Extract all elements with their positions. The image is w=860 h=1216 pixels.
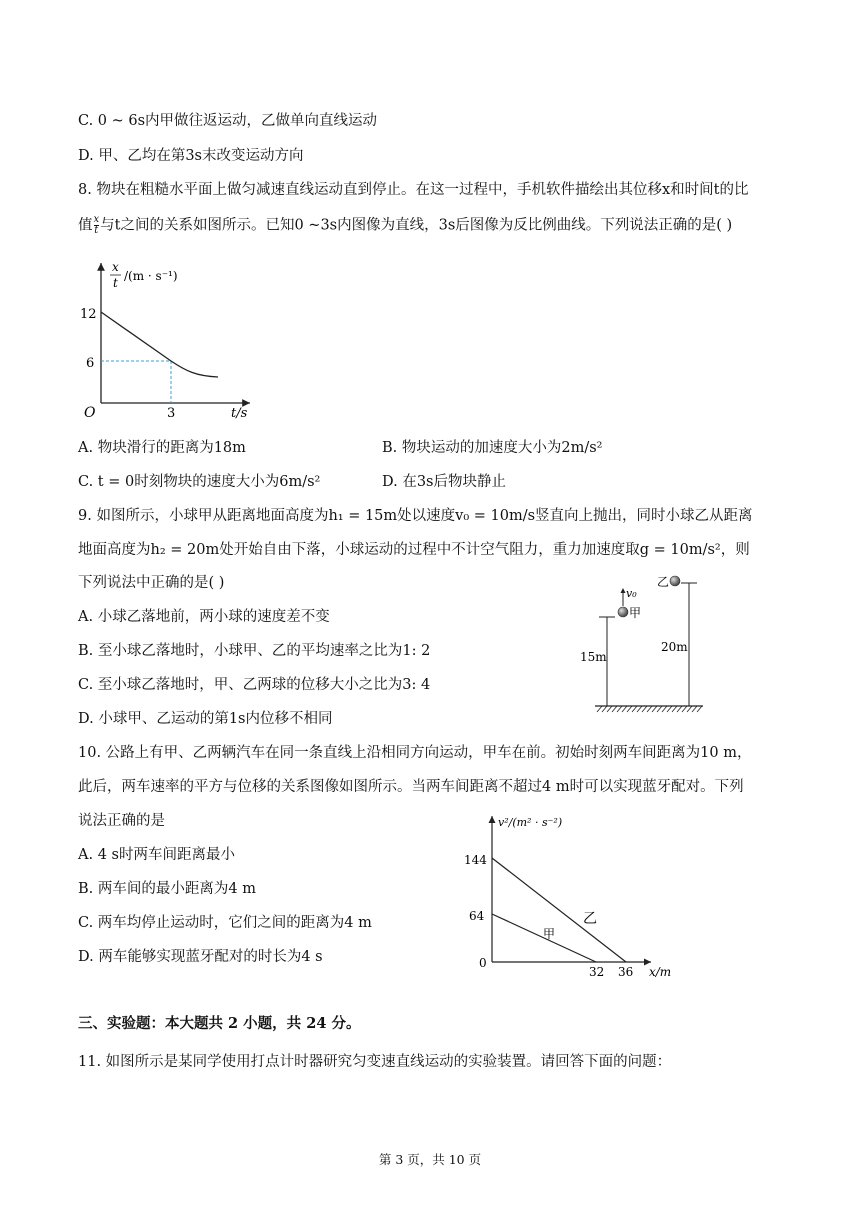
q8-option-c: C. t = 0时刻物块的速度大小为6m/s² <box>78 474 321 490</box>
q8-stem-fraction <box>94 215 100 236</box>
q10-stem-line3: 说法正确的是 <box>78 813 165 829</box>
q8-xtick-3: 3 <box>167 406 176 421</box>
q8-frac-den: t <box>94 225 99 236</box>
q8-option-b: B. 物块运动的加速度大小为2m/s² <box>382 440 603 456</box>
q9-option-d: D. 小球甲、乙运动的第1s内位移不相同 <box>78 711 333 727</box>
q8-ylabel-unit: /(m · s⁻¹) <box>124 269 178 283</box>
q10-xlabel: x/m <box>649 965 672 979</box>
q8-ytick-12: 12 <box>80 307 97 322</box>
q10-option-d: D. 两车能够实现蓝牙配对的时长为4 s <box>78 949 323 965</box>
q8-frac-num: x <box>93 214 100 225</box>
q9-ball-jia <box>618 607 628 617</box>
q9-figure <box>575 570 715 720</box>
q8-figure <box>78 255 278 425</box>
q9-h2-label: 20m <box>661 640 688 654</box>
q9-stem-line3: 下列说法中正确的是( ) <box>78 575 225 591</box>
q8-stem-line1: 8. 物块在粗糙水平面上做匀减速直线运动直到停止。在这一过程中，手机软件描绘出其位移x和时间t的比 <box>78 182 749 198</box>
q8-origin: O <box>84 405 96 421</box>
q7-option-c: C. 0 ~ 6s内甲做往返运动，乙做单向直线运动 <box>78 113 378 129</box>
q8-ylabel-den: t <box>113 276 118 290</box>
q9-option-b: B. 至小球乙落地时，小球甲、乙的平均速率之比为1: 2 <box>78 643 431 659</box>
q9-h1-label: 15m <box>580 650 607 664</box>
q10-ytick-64: 64 <box>469 909 485 923</box>
q7-option-d: D. 甲、乙均在第3s末改变运动方向 <box>78 148 304 164</box>
q9-v0-label: v₀ <box>626 587 637 600</box>
page-footer: 第 3 页，共 10 页 <box>378 1152 482 1167</box>
q8-stem-post: 与t之间的关系如图所示。已知0 ~3s内图像为直线，3s后图像为反比例曲线。下列说法正确的是( ) <box>100 217 733 234</box>
q9-ground-hatch <box>597 706 702 712</box>
q10-xtick-32: 32 <box>589 965 605 979</box>
q8-stem-line2 <box>78 215 732 236</box>
q10-label-jia: 甲 <box>543 927 556 941</box>
q9-option-c: C. 至小球乙落地时，甲、乙两球的位移大小之比为3: 4 <box>78 677 431 693</box>
q9-ball-jia-label: 甲 <box>629 606 642 620</box>
q8-xlabel: t/s <box>231 406 248 421</box>
q10-origin: 0 <box>479 956 487 970</box>
q10-option-c: C. 两车均停止运动时，它们之间的距离为4 m <box>78 915 372 931</box>
q9-option-a: A. 小球乙落地前，两小球的速度差不变 <box>78 609 330 625</box>
q8-ylabel-num: x <box>112 260 119 274</box>
q10-label-yi: 乙 <box>583 911 597 927</box>
q11-stem-line1: 11. 如图所示是某同学使用打点计时器研究匀变速直线运动的实验装置。请回答下面的问题： <box>78 1054 672 1070</box>
q10-line-yi <box>492 858 626 962</box>
q9-stem-line1: 9. 如图所示，小球甲从距离地面高度为h₁ = 15m处以速度v₀ = 10m/s竖直向上抛出，同时小球乙从距离 <box>78 508 753 524</box>
q8-option-d: D. 在3s后物块静止 <box>382 474 506 490</box>
q10-option-a: A. 4 s时两车间距离最小 <box>78 847 235 863</box>
q10-stem-line2: 此后，两车速率的平方与位移的关系图像如图所示。当两车间距离不超过4 m时可以实现蓝牙配对。下列 <box>78 779 744 795</box>
q8-option-a: A. 物块滑行的距离为18m <box>78 440 246 456</box>
q8-ytick-6: 6 <box>86 356 95 371</box>
q8-stem-pre: 值 <box>78 217 93 234</box>
q9-ball-yi <box>670 576 680 586</box>
q9-ball-yi-label: 乙 <box>657 575 670 589</box>
section-3-heading: 三、实验题：本大题共 2 小题，共 24 分。 <box>78 1015 361 1032</box>
q8-curve <box>101 312 218 377</box>
q10-option-b: B. 两车间的最小距离为4 m <box>78 881 256 897</box>
q10-figure <box>455 810 695 982</box>
q9-stem-line2: 地面高度为h₂ = 20m处开始自由下落，小球运动的过程中不计空气阻力，重力加速度取g = 10m/s²，则 <box>78 542 750 558</box>
q10-stem-line1: 10. 公路上有甲、乙两辆汽车在同一条直线上沿相同方向运动，甲车在前。初始时刻两车间距离为10 m， <box>78 745 752 761</box>
q10-ytick-144: 144 <box>464 853 487 867</box>
q10-xtick-36: 36 <box>618 965 634 979</box>
q10-ylabel: v²/(m² · s⁻²) <box>498 816 563 829</box>
